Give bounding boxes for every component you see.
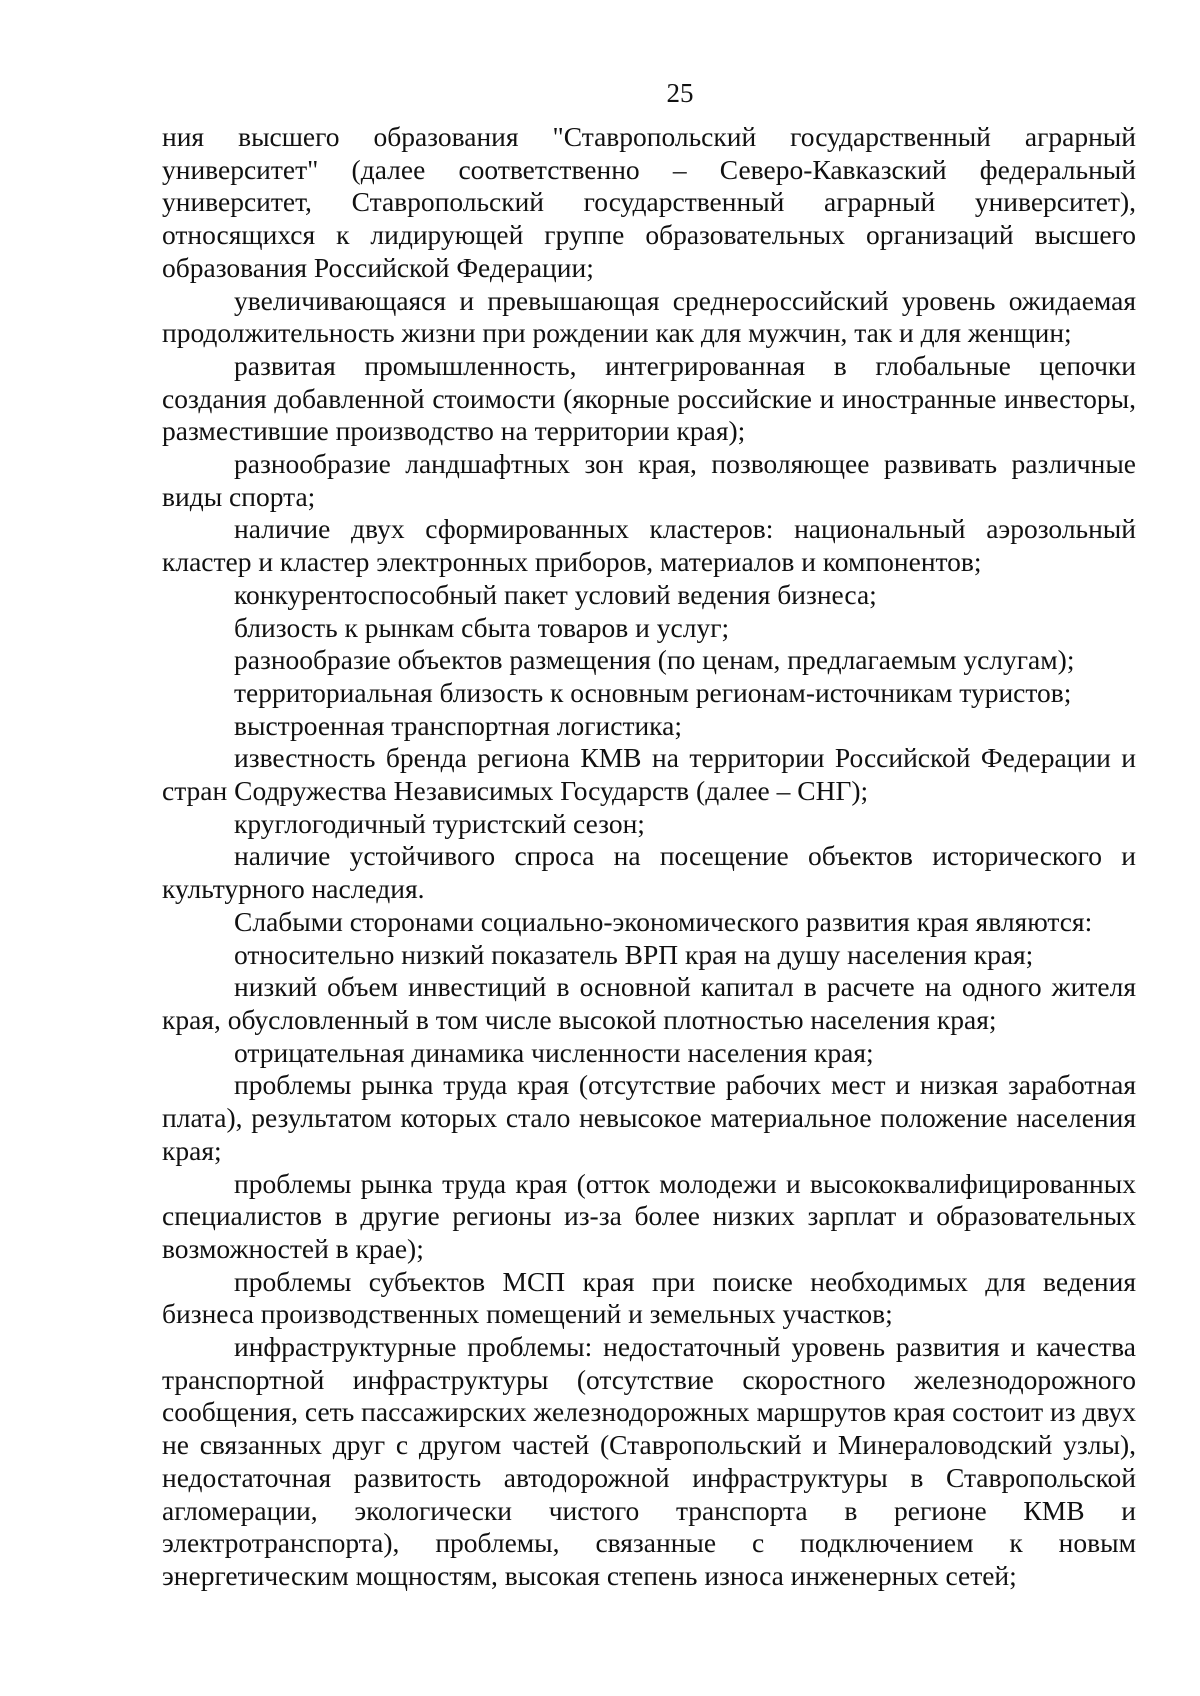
paragraph: низкий объем инвестиций в основной капитал в расчете на одного жителя края, обусловленный в том числе высокой плотностью населения края; <box>162 971 1136 1035</box>
body-text <box>162 121 1136 1593</box>
paragraph: конкурентоспособный пакет условий ведения бизнеса; <box>234 578 877 610</box>
paragraph: проблемы рынка труда края (отсутствие рабочих мест и низкая заработная плата), результатом которых стало невысокое материальное положение населения края; <box>162 1069 1136 1166</box>
paragraph: Слабыми сторонами социально-экономического развития края являются: <box>234 905 1093 937</box>
paragraph: круглогодичный туристский сезон; <box>234 807 645 839</box>
page-number: 25 <box>666 78 694 108</box>
paragraph: развитая промышленность, интегрированная в глобальные цепочки создания добавленной стоимости (якорные российские и иностранные инвесторы, разместившие производство на территории края); <box>162 349 1136 447</box>
paragraph: наличие устойчивого спроса на посещение объектов исторического и культурного наследия. <box>162 840 1136 905</box>
paragraph: увеличивающаяся и превышающая среднероссийский уровень ожидаемая продолжительность жизни при рождении как для мужчин, так и для женщин; <box>162 284 1136 349</box>
paragraph: относительно низкий показатель ВРП края на душу населения края; <box>234 938 1034 970</box>
paragraph: известность бренда региона КМВ на территории Российской Федерации и стран Содружества Независимых Государств (далее – СНГ); <box>162 742 1136 807</box>
paragraph: разнообразие объектов размещения (по ценам, предлагаемым услугам); <box>234 644 1075 676</box>
paragraph: близость к рынкам сбыта товаров и услуг; <box>234 611 730 643</box>
paragraph: наличие двух сформированных кластеров: национальный аэрозольный кластер и кластер электронных приборов, материалов и компонентов; <box>162 513 1136 578</box>
paragraph: проблемы субъектов МСП края при поиске необходимых для ведения бизнеса производственных помещений и земельных участков; <box>162 1265 1136 1330</box>
paragraph: ния высшего образования "Ставропольский государственный аграрный университет" (далее соответственно – Северо-Кавказский федеральный университет, Ставропольский государственный аграрный университет), относящихся к лидирующей группе образовательных организаций высшего образования Российской Федерации; <box>162 121 1136 283</box>
paragraph: проблемы рынка труда края (отток молодежи и высококвалифицированных специалистов в другие регионы из-за более низких зарплат и образовательных возможностей в крае); <box>162 1167 1136 1264</box>
paragraph: выстроенная транспортная логистика; <box>234 709 682 741</box>
paragraph: отрицательная динамика численности населения края; <box>234 1036 874 1068</box>
paragraph: территориальная близость к основным регионам-источникам туристов; <box>234 676 1072 708</box>
paragraph: разнообразие ландшафтных зон края, позволяющее развивать различные виды спорта; <box>162 448 1136 512</box>
paragraph: инфраструктурные проблемы: недостаточный уровень развития и качества транспортной инфраструктуры (отсутствие скоростного железнодорожного сообщения, сеть пассажирских железнодорожных маршрутов края состоит из двух не связанных друг с другом частей (Ставропольский и Минераловодский узлы), недостаточная развитость автодорожной инфраструктуры в Ставропольской агломерации, экологически чистого транспорта в регионе КМВ и электротранспорта), проблемы, связанные с подключением к новым энергетическим мощностям, высокая степень износа инженерных сетей; <box>162 1331 1136 1591</box>
